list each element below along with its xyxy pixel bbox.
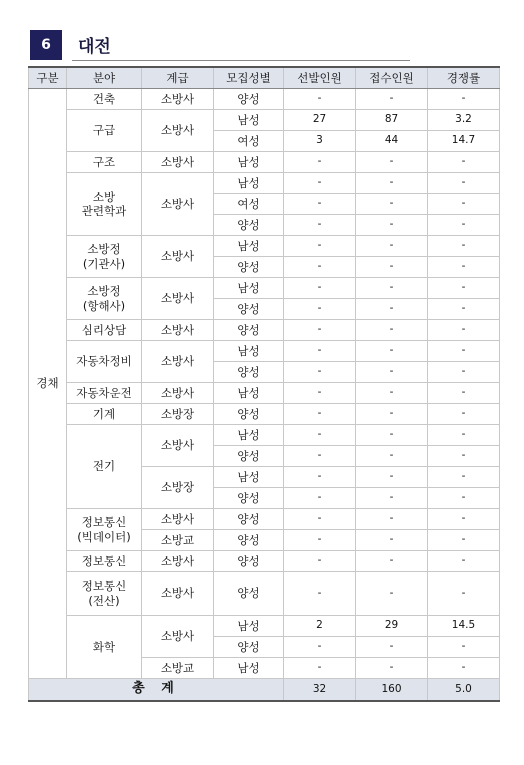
category-cell: 경채	[29, 89, 67, 679]
gender-cell: 남성	[214, 467, 284, 488]
gender-cell: 남성	[214, 658, 284, 679]
total-row	[29, 679, 500, 702]
applied-cell: -	[356, 152, 428, 173]
field-cell: 소방 관련학과	[67, 173, 142, 236]
applied-cell: 29	[356, 616, 428, 637]
gender-cell: 남성	[214, 425, 284, 446]
applied-cell: -	[356, 425, 428, 446]
table-row	[29, 551, 500, 572]
selected-cell: -	[284, 152, 356, 173]
gender-cell: 양성	[214, 257, 284, 278]
field-cell: 소방정 (기관사)	[67, 236, 142, 278]
table-row	[29, 152, 500, 173]
rank-cell: 소방사	[142, 278, 214, 320]
gender-cell: 여성	[214, 194, 284, 215]
gender-cell: 남성	[214, 152, 284, 173]
field-cell: 전기	[67, 425, 142, 509]
rank-cell: 소방사	[142, 173, 214, 236]
table-row	[29, 404, 500, 425]
selected-cell: 3	[284, 131, 356, 152]
applied-cell: -	[356, 488, 428, 509]
gender-cell: 양성	[214, 89, 284, 110]
field-cell: 정보통신 (빅데이터)	[67, 509, 142, 551]
selected-cell: -	[284, 425, 356, 446]
total-applied: 160	[356, 679, 428, 702]
rank-cell: 소방사	[142, 383, 214, 404]
applied-cell: -	[356, 446, 428, 467]
gender-cell: 양성	[214, 509, 284, 530]
selected-cell: 2	[284, 616, 356, 637]
field-cell: 심리상담	[67, 320, 142, 341]
rank-cell: 소방사	[142, 551, 214, 572]
selected-cell: -	[284, 236, 356, 257]
table-row	[29, 383, 500, 404]
rank-cell: 소방사	[142, 572, 214, 616]
selected-cell: -	[284, 89, 356, 110]
selected-cell: -	[284, 362, 356, 383]
section-title: 대전	[78, 37, 111, 57]
ratio-cell: -	[428, 299, 500, 320]
applied-cell: -	[356, 383, 428, 404]
applied-cell: -	[356, 278, 428, 299]
table-row	[29, 616, 500, 637]
applied-cell: -	[356, 404, 428, 425]
gender-cell: 양성	[214, 551, 284, 572]
header-gender: 모집성별	[214, 67, 284, 89]
ratio-cell: -	[428, 488, 500, 509]
ratio-cell: -	[428, 404, 500, 425]
selected-cell: -	[284, 509, 356, 530]
selected-cell: -	[284, 446, 356, 467]
selected-cell: -	[284, 278, 356, 299]
selected-cell: -	[284, 551, 356, 572]
gender-cell: 양성	[214, 404, 284, 425]
gender-cell: 남성	[214, 278, 284, 299]
ratio-cell: -	[428, 551, 500, 572]
ratio-cell: -	[428, 320, 500, 341]
rank-cell: 소방교	[142, 658, 214, 679]
gender-cell: 남성	[214, 341, 284, 362]
recruitment-table	[28, 66, 500, 702]
applied-cell: 87	[356, 110, 428, 131]
applied-cell: -	[356, 362, 428, 383]
rank-cell: 소방사	[142, 110, 214, 152]
rank-cell: 소방사	[142, 616, 214, 658]
applied-cell: -	[356, 320, 428, 341]
table-row	[29, 320, 500, 341]
title-underline	[72, 60, 410, 61]
applied-cell: -	[356, 194, 428, 215]
section-number-badge: 6	[30, 30, 62, 60]
gender-cell: 남성	[214, 383, 284, 404]
table-row	[29, 509, 500, 530]
ratio-cell: -	[428, 446, 500, 467]
ratio-cell: -	[428, 278, 500, 299]
rank-cell: 소방사	[142, 509, 214, 530]
selected-cell: -	[284, 320, 356, 341]
ratio-cell: 14.7	[428, 131, 500, 152]
ratio-cell: -	[428, 572, 500, 616]
field-cell: 구급	[67, 110, 142, 152]
rank-cell: 소방장	[142, 404, 214, 425]
gender-cell: 양성	[214, 637, 284, 658]
field-cell: 소방정 (항해사)	[67, 278, 142, 320]
applied-cell: -	[356, 530, 428, 551]
header-selected: 선발인원	[284, 67, 356, 89]
table-row	[29, 425, 500, 446]
table-row	[29, 341, 500, 362]
gender-cell: 양성	[214, 530, 284, 551]
field-cell: 정보통신 (전산)	[67, 572, 142, 616]
ratio-cell: -	[428, 509, 500, 530]
gender-cell: 양성	[214, 362, 284, 383]
rank-cell: 소방사	[142, 89, 214, 110]
field-cell: 구조	[67, 152, 142, 173]
header-ratio: 경쟁률	[428, 67, 500, 89]
gender-cell: 양성	[214, 215, 284, 236]
ratio-cell: -	[428, 89, 500, 110]
applied-cell: -	[356, 509, 428, 530]
rank-cell: 소방사	[142, 425, 214, 467]
field-cell: 자동차운전	[67, 383, 142, 404]
gender-cell: 양성	[214, 299, 284, 320]
ratio-cell: -	[428, 658, 500, 679]
ratio-cell: -	[428, 341, 500, 362]
selected-cell: -	[284, 530, 356, 551]
gender-cell: 남성	[214, 173, 284, 194]
applied-cell: -	[356, 572, 428, 616]
ratio-cell: -	[428, 530, 500, 551]
applied-cell: -	[356, 173, 428, 194]
selected-cell: -	[284, 637, 356, 658]
gender-cell: 양성	[214, 320, 284, 341]
rank-cell: 소방사	[142, 236, 214, 278]
applied-cell: -	[356, 89, 428, 110]
applied-cell: -	[356, 658, 428, 679]
total-ratio: 5.0	[428, 679, 500, 702]
selected-cell: -	[284, 194, 356, 215]
table-row	[29, 173, 500, 194]
selected-cell: -	[284, 467, 356, 488]
header-rank: 계급	[142, 67, 214, 89]
selected-cell: -	[284, 488, 356, 509]
section-header	[30, 30, 410, 62]
ratio-cell: -	[428, 194, 500, 215]
ratio-cell: -	[428, 425, 500, 446]
ratio-cell: -	[428, 383, 500, 404]
field-cell: 기계	[67, 404, 142, 425]
ratio-cell: 3.2	[428, 110, 500, 131]
table-row	[29, 110, 500, 131]
table-row	[29, 278, 500, 299]
gender-cell: 남성	[214, 110, 284, 131]
field-cell: 화학	[67, 616, 142, 679]
applied-cell: -	[356, 215, 428, 236]
gender-cell: 여성	[214, 131, 284, 152]
applied-cell: -	[356, 341, 428, 362]
applied-cell: -	[356, 257, 428, 278]
gender-cell: 양성	[214, 446, 284, 467]
ratio-cell: 14.5	[428, 616, 500, 637]
gender-cell: 양성	[214, 572, 284, 616]
table-row	[29, 572, 500, 616]
selected-cell: -	[284, 341, 356, 362]
field-cell: 건축	[67, 89, 142, 110]
gender-cell: 남성	[214, 616, 284, 637]
table-header-row	[29, 67, 500, 89]
ratio-cell: -	[428, 173, 500, 194]
rank-cell: 소방사	[142, 341, 214, 383]
applied-cell: -	[356, 236, 428, 257]
ratio-cell: -	[428, 637, 500, 658]
selected-cell: -	[284, 572, 356, 616]
selected-cell: -	[284, 173, 356, 194]
rank-cell: 소방사	[142, 152, 214, 173]
table-row	[29, 89, 500, 110]
selected-cell: -	[284, 257, 356, 278]
selected-cell: -	[284, 299, 356, 320]
selected-cell: -	[284, 404, 356, 425]
total-label: 총 계	[29, 679, 284, 702]
ratio-cell: -	[428, 257, 500, 278]
applied-cell: -	[356, 467, 428, 488]
rank-cell: 소방교	[142, 530, 214, 551]
ratio-cell: -	[428, 467, 500, 488]
rank-cell: 소방사	[142, 320, 214, 341]
selected-cell: -	[284, 383, 356, 404]
applied-cell: -	[356, 299, 428, 320]
total-selected: 32	[284, 679, 356, 702]
ratio-cell: -	[428, 215, 500, 236]
gender-cell: 남성	[214, 236, 284, 257]
selected-cell: -	[284, 215, 356, 236]
selected-cell: -	[284, 658, 356, 679]
selected-cell: 27	[284, 110, 356, 131]
applied-cell: -	[356, 637, 428, 658]
header-applied: 접수인원	[356, 67, 428, 89]
applied-cell: -	[356, 551, 428, 572]
header-field: 분야	[67, 67, 142, 89]
ratio-cell: -	[428, 152, 500, 173]
field-cell: 정보통신	[67, 551, 142, 572]
ratio-cell: -	[428, 236, 500, 257]
header-category: 구분	[29, 67, 67, 89]
table-row	[29, 236, 500, 257]
gender-cell: 양성	[214, 488, 284, 509]
ratio-cell: -	[428, 362, 500, 383]
field-cell: 자동차정비	[67, 341, 142, 383]
applied-cell: 44	[356, 131, 428, 152]
rank-cell: 소방장	[142, 467, 214, 509]
